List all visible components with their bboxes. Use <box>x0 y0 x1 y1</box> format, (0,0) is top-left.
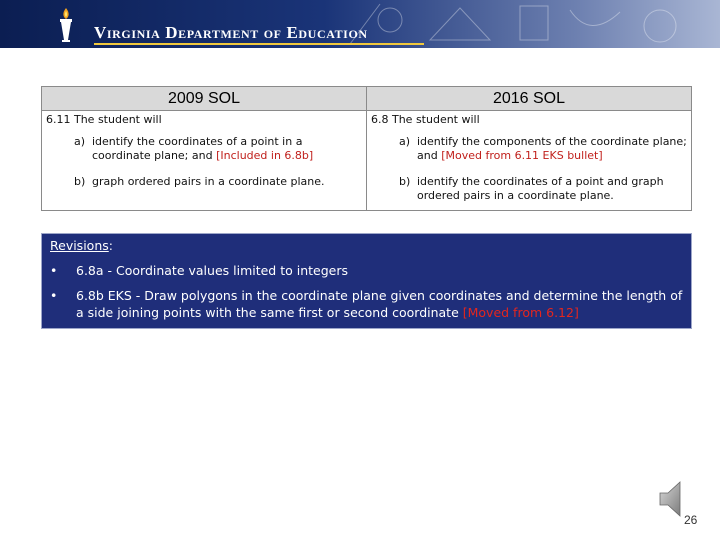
item-marker: a) <box>399 135 411 148</box>
column-heading-2016: 2016 SOL <box>367 87 692 111</box>
revision-note: [Included in 6.8b] <box>216 149 314 162</box>
header-title: Virginia Department of Education <box>94 23 368 42</box>
banner-decoration <box>330 0 720 48</box>
item-body: identify the components of the coordinate plane; and <box>417 135 687 162</box>
column-heading-2009: 2009 SOL <box>42 87 367 111</box>
revision-note: [Moved from 6.11 EKS bullet] <box>441 149 603 162</box>
revisions-title-text: Revisions <box>50 238 109 253</box>
revision-item <box>50 262 683 279</box>
item-marker: a) <box>74 135 86 148</box>
revision-item <box>50 287 683 321</box>
sol-comparison-table <box>41 86 692 211</box>
revision-text <box>76 287 683 321</box>
item-text: graph ordered pairs in a coordinate plane. <box>92 175 325 188</box>
torch-logo-icon <box>54 6 78 44</box>
item-text: identify the coordinates of a point and graph ordered pairs in a coordinate plane. <box>417 175 664 202</box>
sol-2009-lead: 6.11 The student will <box>46 113 162 126</box>
sol-2009-cell <box>42 111 367 211</box>
revision-note: [Moved from 6.12] <box>462 305 579 320</box>
sol-2009-item-a <box>46 135 362 163</box>
item-marker: b) <box>399 175 411 188</box>
revisions-box <box>41 233 692 329</box>
revisions-list <box>50 262 683 321</box>
header-underline <box>94 43 424 45</box>
bullet: • <box>50 288 58 303</box>
bullet: • <box>50 263 58 278</box>
sol-2016-lead: 6.8 The student will <box>371 113 480 126</box>
sol-2016-item-b <box>371 175 687 203</box>
revision-body: 6.8b EKS - Draw polygons in the coordinate plane given coordinates and determine the length of a side joining points with the same first or second coordinate <box>76 288 683 320</box>
revisions-title <box>50 238 683 254</box>
revision-text: 6.8a - Coordinate values limited to integers <box>76 263 349 278</box>
revisions-title-colon: : <box>108 238 113 253</box>
item-marker: b) <box>74 175 86 188</box>
item-text <box>417 135 687 163</box>
item-text <box>92 135 362 163</box>
item-body: identify the coordinates of a point in a coordinate plane; and <box>92 135 303 162</box>
sol-2016-cell <box>367 111 692 211</box>
header-banner <box>0 0 720 48</box>
page-number: 26 <box>684 513 698 527</box>
sol-2009-item-b <box>46 175 362 189</box>
sol-2016-item-a <box>371 135 687 163</box>
